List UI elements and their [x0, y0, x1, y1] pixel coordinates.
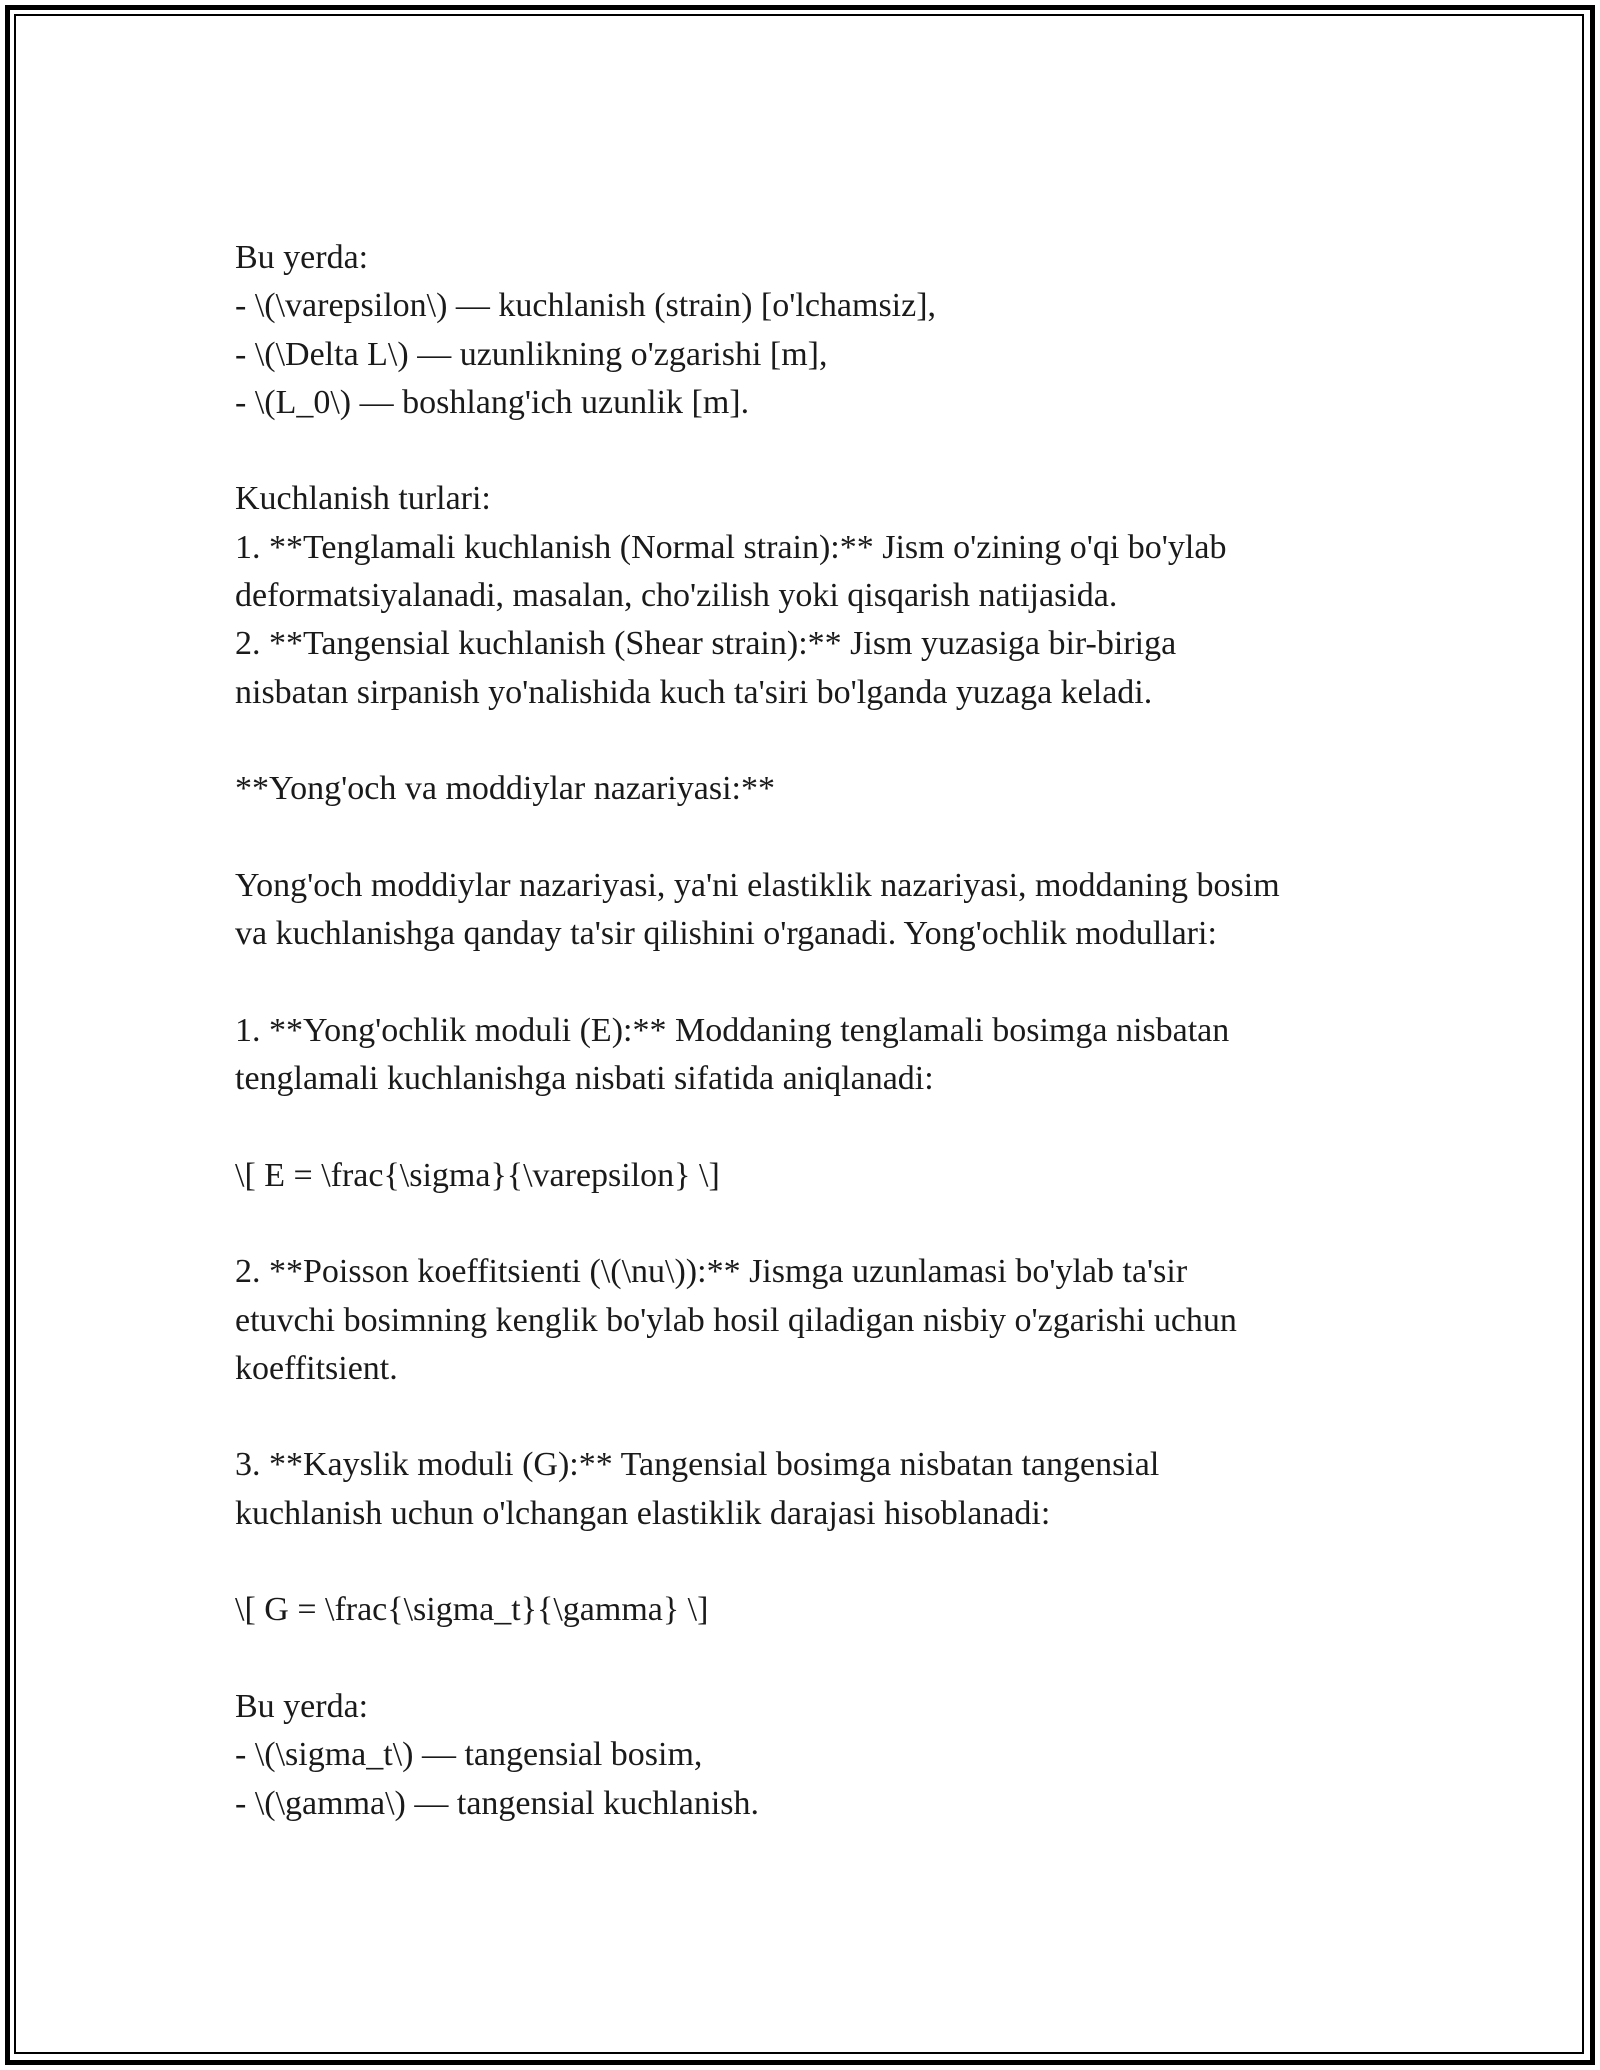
blank-line: [235, 814, 1395, 862]
text-line: Kuchlanish turlari:: [235, 480, 491, 518]
blank-line: [235, 717, 1395, 765]
text-line: 2. **Tangensial kuchlanish (Shear strain):** Jism yuzasiga bir-biriga: [235, 625, 1177, 663]
text-line: 1. **Yong'ochlik moduli (E):** Moddaning tenglamali bosimga nisbatan: [235, 1011, 1230, 1049]
blank-line: [235, 1103, 1395, 1151]
text-line: Yong'och moddiylar nazariyasi, ya'ni elastiklik nazariyasi, moddaning bosim: [235, 866, 1280, 904]
text-line: \[ G = \frac{\sigma_t}{\gamma} \]: [235, 1591, 709, 1629]
text-line: \[ E = \frac{\sigma}{\varepsilon} \]: [235, 1156, 720, 1194]
text-line: - \(\gamma\) — tangensial kuchlanish.: [235, 1784, 760, 1822]
text-line: 3. **Kayslik moduli (G):** Tangensial bosimga nisbatan tangensial: [235, 1446, 1160, 1484]
text-line: deformatsiyalanadi, masalan, cho'zilish yoki qisqarish natijasida.: [235, 577, 1118, 615]
blank-line: [235, 1200, 1395, 1248]
text-line: - \(\varepsilon\) — kuchlanish (strain) [o'lchamsiz],: [235, 287, 937, 325]
text-line: - \(\Delta L\) — uzunlikning o'zgarishi [m],: [235, 335, 828, 373]
text-line: 2. **Poisson koeffitsienti (\(\nu\)):** Jismga uzunlamasi bo'ylab ta'sir: [235, 1253, 1188, 1291]
blank-line: [235, 958, 1395, 1006]
text-line: nisbatan sirpanish yo'nalishida kuch ta'siri bo'lganda yuzaga keladi.: [235, 673, 1153, 711]
text-line: Bu yerda:: [235, 239, 369, 276]
blank-line: [235, 1538, 1395, 1586]
text-line: **Yong'och va moddiylar nazariyasi:**: [235, 770, 775, 808]
blank-line: [235, 1635, 1395, 1683]
blank-line: [235, 427, 1395, 475]
text-line: - \(L_0\) — boshlang'ich uzunlik [m].: [235, 383, 750, 421]
text-line: koeffitsient.: [235, 1349, 398, 1387]
text-line: va kuchlanishga qanday ta'sir qilishini o'rganadi. Yong'ochlik modullari:: [235, 915, 1217, 953]
text-line: tenglamali kuchlanishga nisbati sifatida aniqlanadi:: [235, 1060, 934, 1098]
text-line: 1. **Tenglamali kuchlanish (Normal strain):** Jism o'zining o'qi bo'ylab: [235, 528, 1227, 566]
blank-line: [235, 1393, 1395, 1441]
text-line: Bu yerda:: [235, 1687, 369, 1725]
document-body: [235, 234, 1395, 1828]
text-line: etuvchi bosimning kenglik bo'ylab hosil qiladigan nisbiy o'zgarishi uchun: [235, 1301, 1237, 1339]
text-line: kuchlanish uchun o'lchangan elastiklik darajasi hisoblanadi:: [235, 1494, 1051, 1532]
text-line: - \(\sigma_t\) — tangensial bosim,: [235, 1736, 703, 1774]
